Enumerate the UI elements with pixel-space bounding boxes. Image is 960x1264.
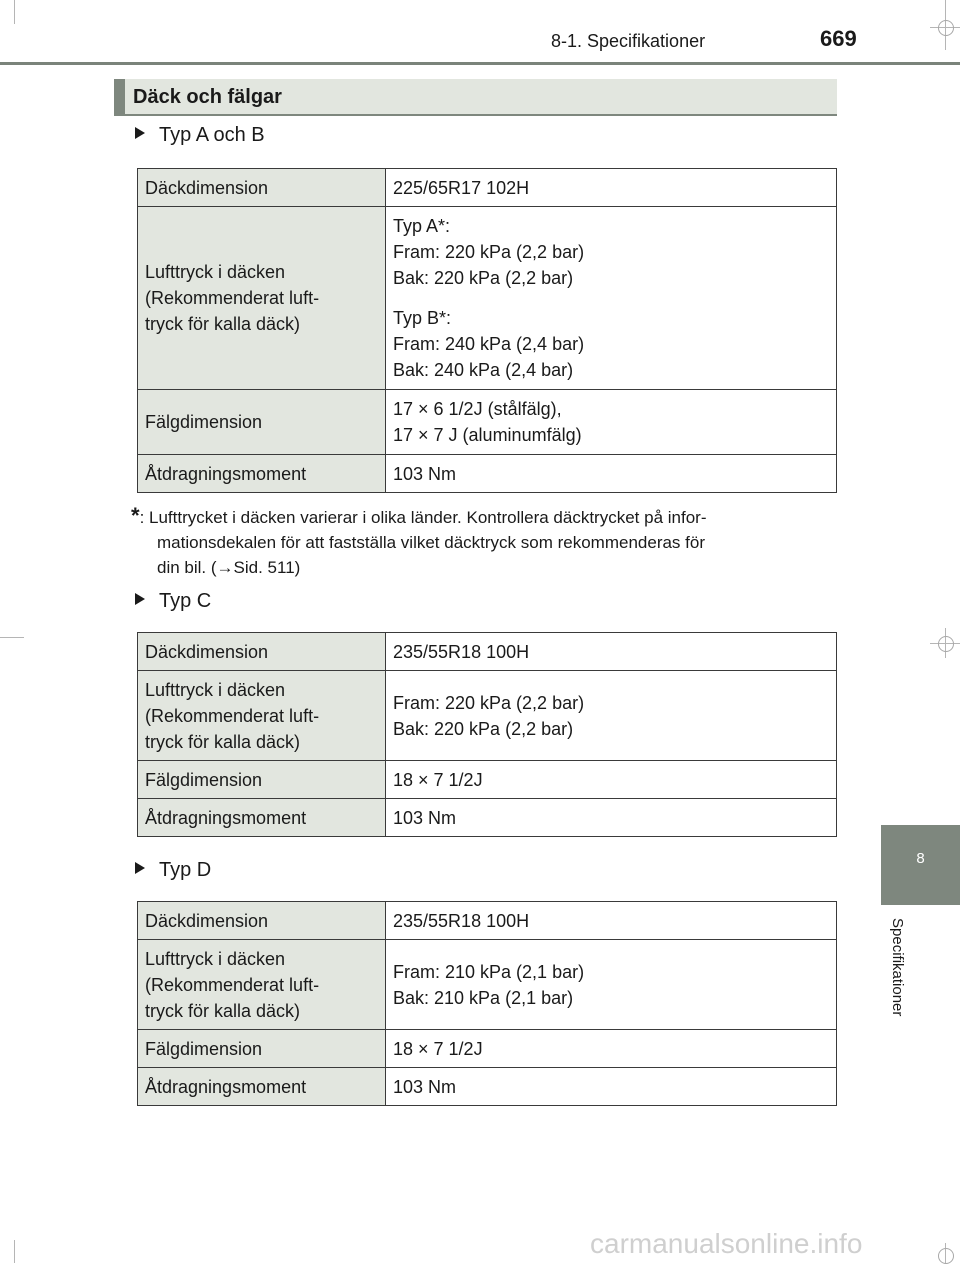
row-value: 225/65R17 102H bbox=[386, 169, 837, 207]
row-label: Däckdimension bbox=[138, 902, 386, 940]
value-line: Fram: 220 kPa (2,2 bar) bbox=[393, 692, 585, 713]
crop-mark-mid-left bbox=[0, 637, 24, 638]
bullet-triangle-icon bbox=[135, 862, 145, 874]
table-row bbox=[138, 761, 837, 799]
subsection-title-text: Typ C bbox=[159, 590, 212, 612]
row-label-line: tryck för kalla däck) bbox=[145, 314, 301, 334]
table-row bbox=[138, 799, 837, 837]
table-row bbox=[138, 633, 837, 671]
value-line: Bak: 220 kPa (2,2 bar) bbox=[393, 718, 574, 739]
chapter-number: 8 bbox=[916, 850, 925, 867]
row-label-line: tryck för kalla däck) bbox=[145, 731, 301, 752]
value-line: 17 × 7 J (aluminumfälg) bbox=[393, 425, 582, 445]
row-label: Åtdragningsmoment bbox=[138, 455, 386, 493]
value-line: Typ B*: bbox=[393, 308, 452, 328]
row-label: Fälgdimension bbox=[138, 390, 386, 455]
row-value bbox=[386, 940, 837, 1030]
row-label-line: Lufttryck i däcken bbox=[145, 948, 286, 969]
footnote-line: mationsdekalen för att fastställa vilket däcktryck som rekommenderas för bbox=[157, 533, 705, 552]
subsection-title-typ-c bbox=[135, 590, 211, 613]
row-label bbox=[138, 940, 386, 1030]
running-header-section: 8-1. Specifikationer bbox=[551, 31, 706, 51]
footnote-line: : Lufttrycket i däcken varierar i olika länder. Kontrollera däcktrycket på infor- bbox=[139, 508, 707, 527]
table-row bbox=[138, 1068, 837, 1106]
row-label: Däckdimension bbox=[138, 169, 386, 207]
subsection-title-typ-d bbox=[135, 859, 211, 882]
table-row bbox=[138, 390, 837, 455]
row-value bbox=[386, 671, 837, 761]
spec-table-typ-d bbox=[137, 901, 837, 1106]
row-label-line: (Rekommenderat luft- bbox=[145, 288, 320, 308]
registration-mark-top-right bbox=[938, 20, 954, 36]
value-line: Fram: 240 kPa (2,4 bar) bbox=[393, 334, 585, 354]
footnote bbox=[131, 503, 831, 580]
row-label-line: (Rekommenderat luft- bbox=[145, 974, 320, 995]
row-value: 103 Nm bbox=[386, 1068, 837, 1106]
table-row bbox=[138, 455, 837, 493]
subsection-title-text: Typ A och B bbox=[159, 124, 265, 146]
header-rule bbox=[0, 62, 960, 65]
table-row bbox=[138, 671, 837, 761]
bullet-triangle-icon bbox=[135, 127, 145, 139]
table-row bbox=[138, 169, 837, 207]
row-label: Åtdragningsmoment bbox=[138, 799, 386, 837]
table-row bbox=[138, 902, 837, 940]
row-value: 18 × 7 1/2J bbox=[386, 761, 837, 799]
value-line: Typ A*: bbox=[393, 216, 451, 236]
row-value: 18 × 7 1/2J bbox=[386, 1030, 837, 1068]
row-label-line: Lufttryck i däcken bbox=[145, 262, 286, 282]
row-label-line: tryck för kalla däck) bbox=[145, 1000, 301, 1021]
row-label bbox=[138, 207, 386, 390]
row-label bbox=[138, 671, 386, 761]
row-label-line: (Rekommenderat luft- bbox=[145, 705, 320, 726]
value-line: Bak: 220 kPa (2,2 bar) bbox=[393, 268, 574, 288]
value-line: Bak: 240 kPa (2,4 bar) bbox=[393, 360, 574, 380]
table-row bbox=[138, 940, 837, 1030]
value-line: 17 × 6 1/2J (stålfälg), bbox=[393, 399, 562, 419]
row-label: Åtdragningsmoment bbox=[138, 1068, 386, 1106]
value-line: Fram: 220 kPa (2,2 bar) bbox=[393, 242, 585, 262]
spec-table-typ-a-och-b bbox=[137, 168, 837, 493]
page-number: 669 bbox=[820, 26, 857, 51]
row-value bbox=[386, 390, 837, 455]
row-label-line: Lufttryck i däcken bbox=[145, 679, 286, 700]
spec-table-typ-c bbox=[137, 632, 837, 837]
subsection-title-text: Typ D bbox=[159, 859, 212, 881]
registration-mark-mid-right bbox=[938, 636, 954, 652]
registration-mark-bottom-right bbox=[938, 1248, 954, 1264]
row-label: Fälgdimension bbox=[138, 761, 386, 799]
table-row bbox=[138, 207, 837, 390]
row-label: Däckdimension bbox=[138, 633, 386, 671]
bullet-triangle-icon bbox=[135, 593, 145, 605]
value-line: Fram: 210 kPa (2,1 bar) bbox=[393, 961, 585, 982]
row-value: 235/55R18 100H bbox=[386, 902, 837, 940]
subsection-title-typ-a-och-b bbox=[135, 124, 265, 147]
row-value: 235/55R18 100H bbox=[386, 633, 837, 671]
value-line: Bak: 210 kPa (2,1 bar) bbox=[393, 987, 574, 1008]
section-title: Däck och fälgar bbox=[133, 86, 282, 108]
footnote-line: din bil. (→Sid. 511) bbox=[157, 558, 301, 577]
chapter-label: Specifikationer bbox=[889, 918, 906, 1017]
row-value: 103 Nm bbox=[386, 455, 837, 493]
crop-mark-top-left bbox=[14, 0, 15, 24]
crop-mark-bottom-left bbox=[14, 1240, 15, 1263]
row-value: 103 Nm bbox=[386, 799, 837, 837]
watermark: carmanualsonline.info bbox=[590, 1228, 863, 1259]
row-label: Fälgdimension bbox=[138, 1030, 386, 1068]
footnote-marker: * bbox=[131, 503, 140, 528]
value-spacer bbox=[393, 291, 836, 305]
row-value bbox=[386, 207, 837, 390]
table-row bbox=[138, 1030, 837, 1068]
